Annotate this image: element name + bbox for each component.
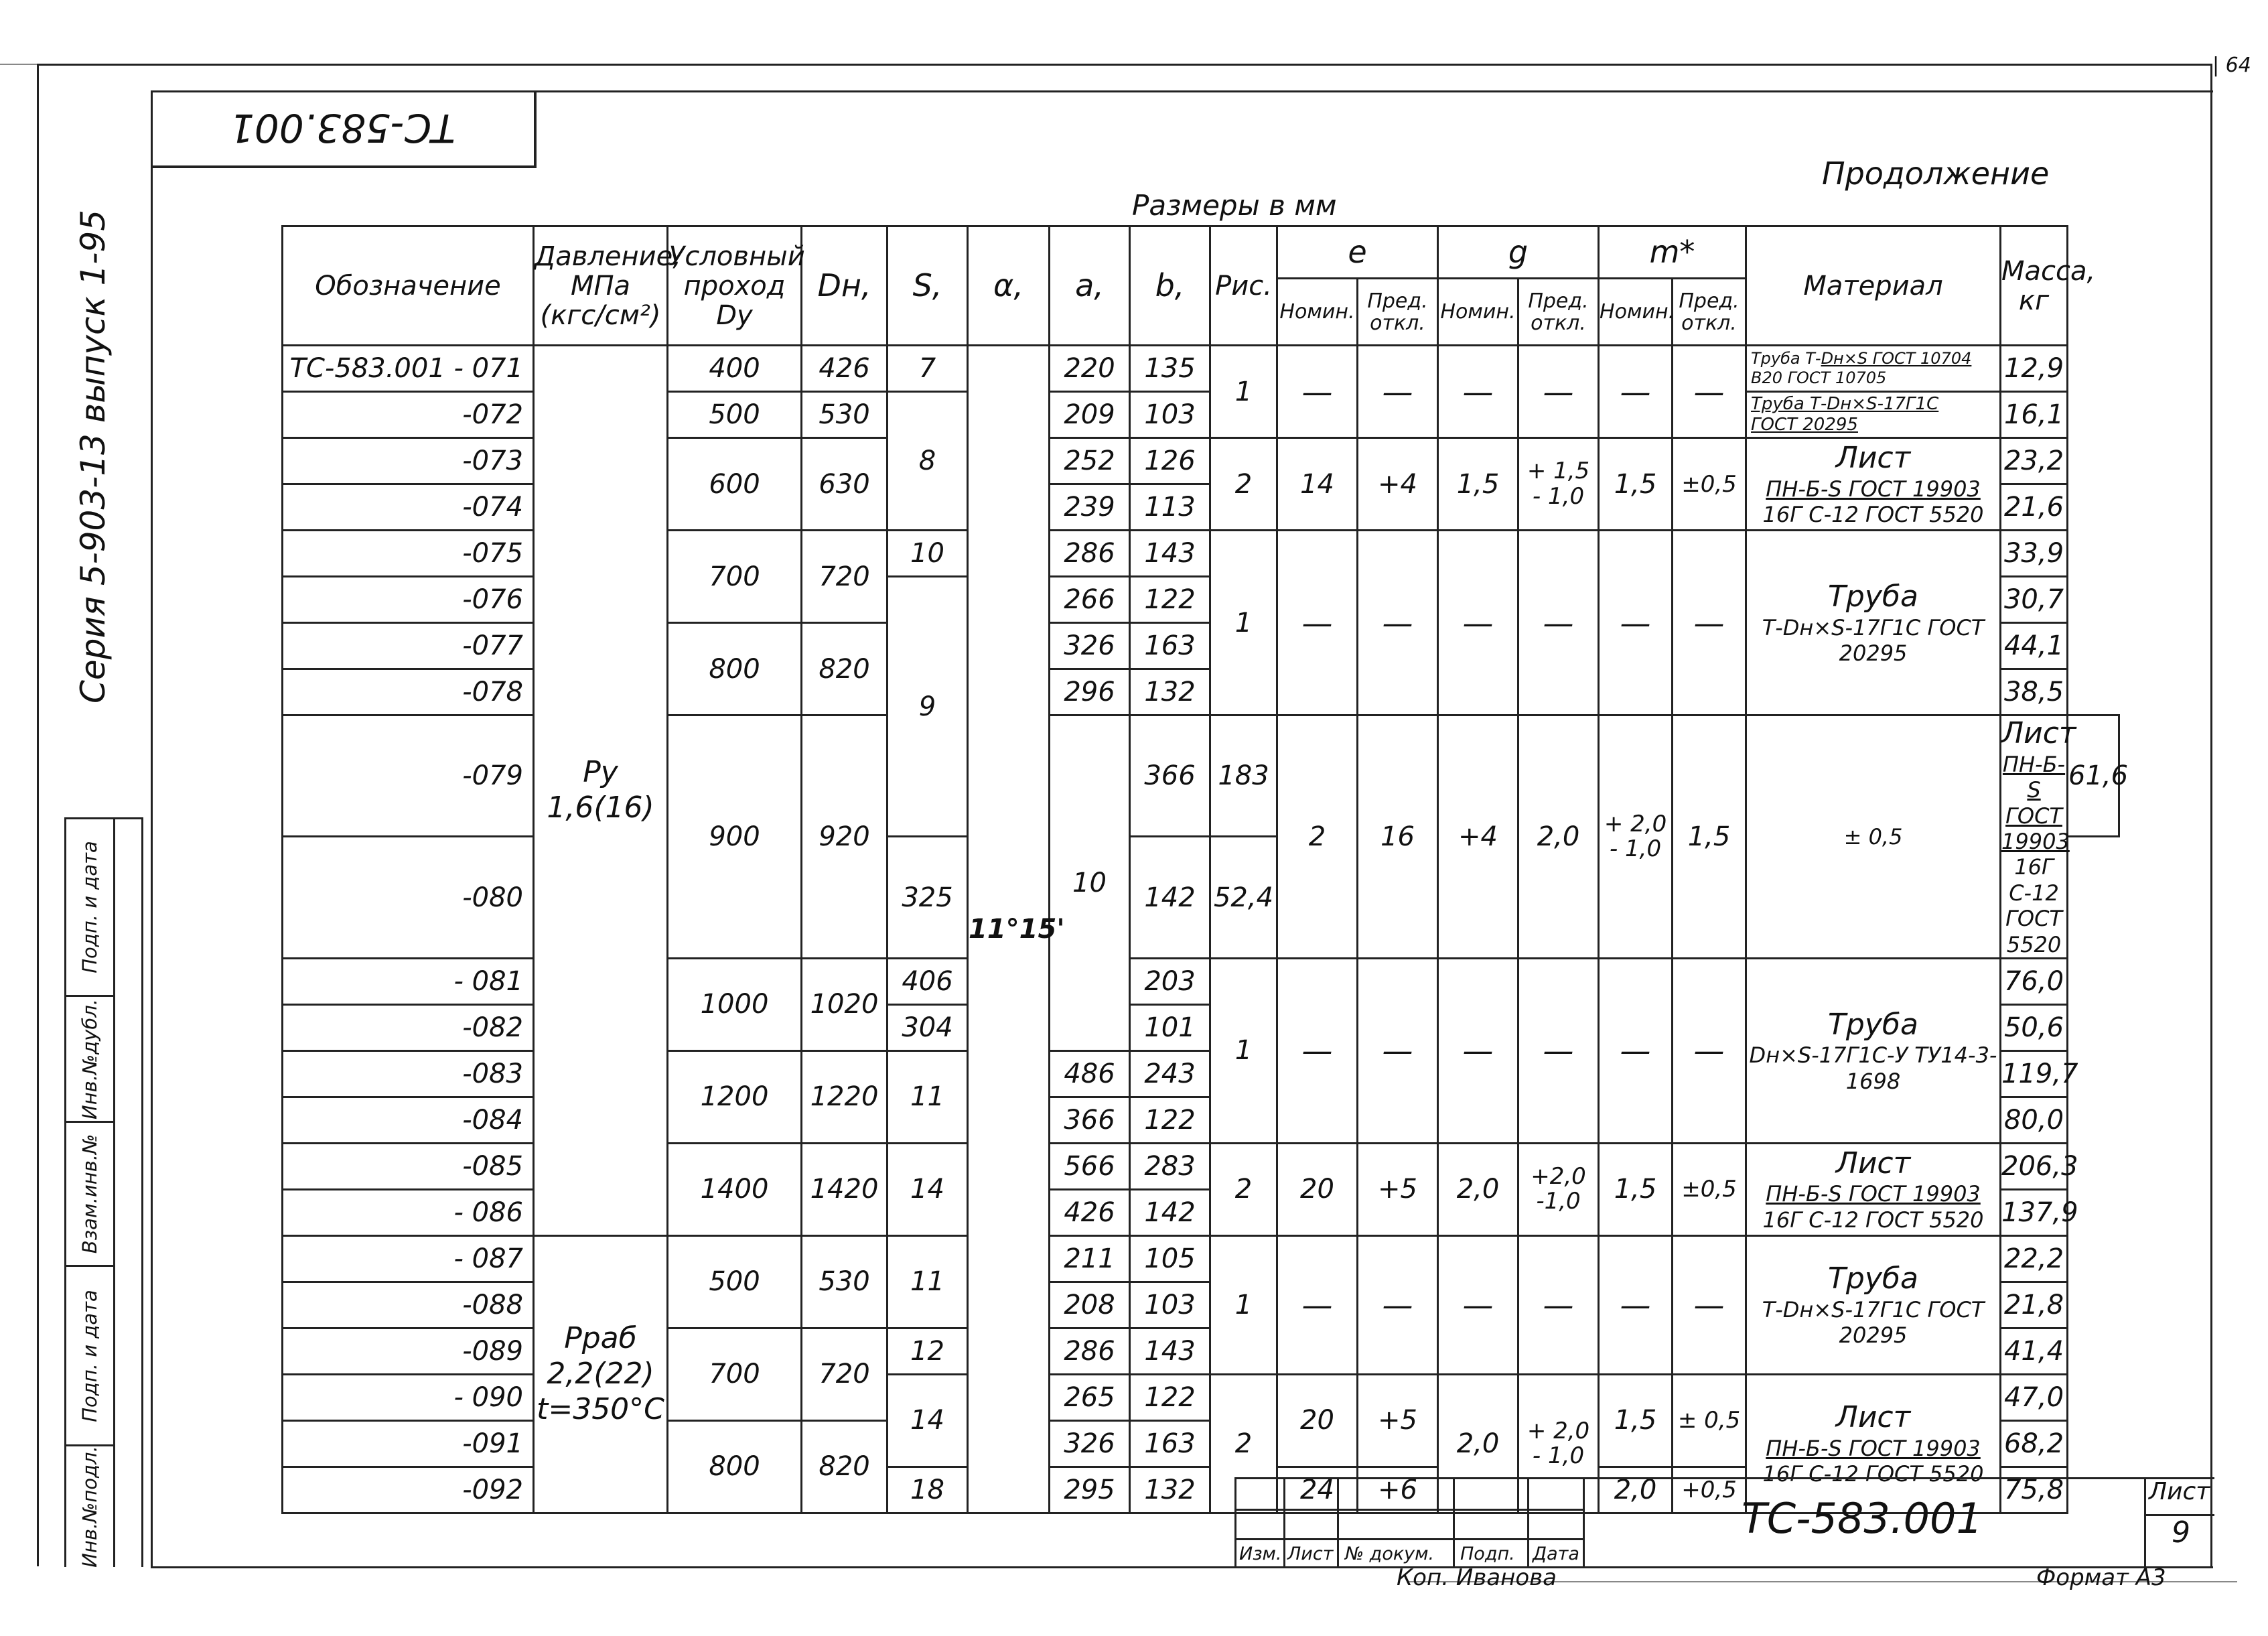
e-nom-cell: —: [1277, 1235, 1358, 1374]
material-cell: Лист ПН-Б-S ГОСТ 19903 16Г С-12 ГОСТ 5520: [1746, 1143, 2001, 1235]
fig-cell: 2: [1277, 715, 1358, 959]
designation-cell: -091: [283, 1420, 534, 1467]
e-nom-cell: 20: [1277, 1374, 1358, 1467]
designation-cell: -083: [283, 1050, 534, 1097]
a-cell: 265: [1050, 1374, 1130, 1420]
m-dev-cell: ± 0,5: [1746, 715, 2001, 959]
b-cell: 101: [1130, 1004, 1210, 1050]
a-cell: 366: [1050, 1097, 1130, 1143]
title-block-line: [1236, 1509, 1583, 1511]
designation-cell: -079: [283, 715, 534, 837]
sheet-number: 9: [2172, 1515, 2190, 1550]
header-m: m*: [1599, 226, 1746, 279]
s-cell: 12: [888, 1328, 968, 1374]
mass-cell: 52,4: [1210, 837, 1277, 958]
e-nom-cell: 24: [1277, 1467, 1358, 1513]
b-cell: 143: [1130, 531, 1210, 577]
tb-label-sign: Подп.: [1460, 1544, 1515, 1564]
b-cell: 143: [1130, 1328, 1210, 1374]
material-cell: Лист ПН-Б-S ГОСТ 19903 16Г С-12 ГОСТ 5520: [2001, 716, 2076, 957]
a-cell: 366: [1130, 715, 1210, 837]
a-cell: 486: [1050, 1050, 1130, 1097]
material-cell: Лист ПН-Б-S ГОСТ 19903 16Г С-12 ГОСТ 5520: [1746, 1374, 2001, 1513]
b-cell: 163: [1130, 623, 1210, 669]
mass-cell: 12,9: [2001, 346, 2068, 392]
m-dev-cell: ±0,5: [1673, 438, 1746, 531]
m-dev-cell: —: [1673, 531, 1746, 715]
b-cell: 126: [1130, 438, 1210, 484]
e-nom-cell: 20: [1277, 1143, 1358, 1235]
material-cell: Труба Т-Dн×S-17Г1С ГОСТ 20295: [1746, 392, 2001, 438]
header-pressure: Давление, МПа (кгс/см²): [534, 226, 668, 346]
m-nom-cell: —: [1599, 346, 1673, 438]
m-dev-cell: —: [1673, 958, 1746, 1143]
fig-cell: 1: [1210, 346, 1277, 438]
s-cell: 14: [888, 1143, 968, 1235]
b-cell: 283: [1130, 1143, 1210, 1189]
e-dev-cell: +4: [1438, 715, 1518, 959]
e-dev-cell: —: [1358, 346, 1438, 438]
dn-cell: 1220: [802, 1050, 888, 1143]
designation-cell: - 086: [283, 1189, 534, 1235]
b-cell: 163: [1130, 1420, 1210, 1467]
dy-cell: 800: [668, 623, 802, 715]
designation-cell: -088: [283, 1282, 534, 1328]
dn-cell: 920: [802, 715, 888, 959]
dy-cell: 700: [668, 1328, 802, 1420]
header-e-dev: Пред. откл.: [1358, 279, 1438, 346]
a-cell: 266: [1050, 577, 1130, 623]
dn-cell: 820: [802, 623, 888, 715]
designation-cell: -073: [283, 438, 534, 484]
top-code-box: [151, 90, 537, 168]
a-cell: 304: [888, 1004, 968, 1050]
e-nom-cell: 16: [1358, 715, 1438, 959]
mass-cell: 119,7: [2001, 1050, 2068, 1097]
g-dev-cell: + 2,0 - 1,0: [1599, 715, 1673, 959]
s-cell: 14: [888, 1374, 968, 1467]
header-g: g: [1438, 226, 1599, 279]
material-cell: Лист ПН-Б-S ГОСТ 19903 16Г С-12 ГОСТ 5520: [1746, 438, 2001, 531]
header-b: b,: [1130, 226, 1210, 346]
dn-cell: 1020: [802, 958, 888, 1050]
fig-cell: 1: [1210, 1235, 1277, 1374]
material-cell: Труба Т-Dн×S-17Г1С ГОСТ 20295: [1746, 1235, 2001, 1374]
a-cell: 286: [1050, 1328, 1130, 1374]
e-dev-cell: —: [1358, 958, 1438, 1143]
mass-cell: 75,8: [2001, 1467, 2068, 1513]
mass-cell: 61,6: [2068, 715, 2119, 837]
e-dev-cell: +6: [1358, 1467, 1438, 1513]
a-cell: 239: [1050, 484, 1130, 531]
b-cell: 122: [1130, 1097, 1210, 1143]
a-cell: 296: [1050, 669, 1130, 715]
designation-cell: -084: [283, 1097, 534, 1143]
header-designation: Обозначение: [283, 226, 534, 346]
b-cell: 132: [1130, 669, 1210, 715]
a-cell: 208: [1050, 1282, 1130, 1328]
header-material: Материал: [1746, 226, 2001, 346]
strip-cell-sign-date-2: Подп. и дата: [66, 819, 115, 997]
header-g-nom: Номин.: [1438, 279, 1518, 346]
fig-cell: 2: [1210, 1374, 1277, 1513]
b-cell: 142: [1130, 1189, 1210, 1235]
dy-cell: 1400: [668, 1143, 802, 1235]
designation-cell: -076: [283, 577, 534, 623]
a-cell: 295: [1050, 1467, 1130, 1513]
title-block-line: [1453, 1479, 1455, 1568]
e-nom-cell: —: [1277, 958, 1358, 1143]
series-label: Серия 5-903-13 выпуск 1-95: [74, 209, 113, 703]
mass-cell: 47,0: [2001, 1374, 2068, 1420]
b-cell: 103: [1130, 1282, 1210, 1328]
m-dev-cell: —: [1673, 346, 1746, 438]
m-dev-cell: +0,5: [1673, 1467, 1746, 1513]
fig-cell: 1: [1210, 531, 1277, 715]
title-block: [1234, 1477, 2214, 1568]
dy-cell: 1200: [668, 1050, 802, 1143]
dn-cell: 720: [802, 531, 888, 623]
designation-cell: -072: [283, 392, 534, 438]
pressure-cell: Рраб 2,2(22) t=350°C: [534, 1235, 668, 1513]
a-cell: 326: [1050, 623, 1130, 669]
designation-cell: -085: [283, 1143, 534, 1189]
corner-number: | 64: [2212, 54, 2251, 77]
dy-cell: 600: [668, 438, 802, 531]
header-e-nom: Номин.: [1277, 279, 1358, 346]
b-cell: 243: [1130, 1050, 1210, 1097]
e-nom-cell: —: [1277, 531, 1358, 715]
designation-cell: -074: [283, 484, 534, 531]
a-cell: 406: [888, 958, 968, 1004]
designation-cell: -077: [283, 623, 534, 669]
s-cell: 10: [888, 531, 968, 577]
header-m-nom: Номин.: [1599, 279, 1673, 346]
a-cell: 209: [1050, 392, 1130, 438]
title-block-line: [2144, 1479, 2146, 1568]
m-dev-cell: ± 0,5: [1673, 1374, 1746, 1467]
a-cell: 326: [1050, 1420, 1130, 1467]
a-cell: 220: [1050, 346, 1130, 392]
strip-cell-dup-inv: Инв.№дубл.: [66, 997, 115, 1123]
header-alpha: α,: [968, 226, 1050, 346]
mass-cell: 41,4: [2001, 1328, 2068, 1374]
g-dev-cell: —: [1518, 531, 1599, 715]
g-nom-cell: 2,0: [1518, 715, 1599, 959]
top-code: ТС-583.001: [229, 105, 455, 151]
e-dev-cell: —: [1358, 1235, 1438, 1374]
dy-cell: 500: [668, 392, 802, 438]
dn-cell: 720: [802, 1328, 888, 1420]
doc-code: ТС-583.001: [1742, 1494, 1983, 1543]
g-nom-cell: 2,0: [1438, 1374, 1518, 1513]
tb-label-change: Изм.: [1239, 1544, 1282, 1564]
m-nom-cell: 1,5: [1599, 1374, 1673, 1467]
designation-cell: -082: [283, 1004, 534, 1050]
b-cell: 132: [1130, 1467, 1210, 1513]
fig-cell: 2: [1210, 1143, 1277, 1235]
m-dev-cell: ±0,5: [1673, 1143, 1746, 1235]
header-fig: Рис.: [1210, 226, 1277, 346]
dn-cell: 530: [802, 392, 888, 438]
mass-cell: 16,1: [2001, 392, 2068, 438]
left-stamp-strip: [64, 817, 143, 1567]
mass-cell: 21,8: [2001, 1282, 2068, 1328]
tb-label-sheet: Лист: [1287, 1544, 1334, 1564]
designation-cell: -089: [283, 1328, 534, 1374]
g-nom-cell: —: [1438, 531, 1518, 715]
m-nom-cell: —: [1599, 531, 1673, 715]
mass-cell: 76,0: [2001, 958, 2068, 1004]
header-g-dev: Пред. откл.: [1518, 279, 1599, 346]
mass-cell: 50,6: [2001, 1004, 2068, 1050]
designation-cell: - 087: [283, 1235, 534, 1282]
designation-cell: - 081: [283, 958, 534, 1004]
strip-cell-sign-date: Подп. и дата: [66, 1267, 115, 1446]
header-a: a,: [1050, 226, 1130, 346]
a-cell: 426: [1050, 1189, 1130, 1235]
material-cell: Труба Dн×S-17Г1С-У ТУ14-3-1698: [1746, 958, 2001, 1143]
dy-cell: 800: [668, 1420, 802, 1513]
mass-cell: 23,2: [2001, 438, 2068, 484]
b-cell: 135: [1130, 346, 1210, 392]
designation-cell: -075: [283, 531, 534, 577]
e-dev-cell: +4: [1358, 438, 1438, 531]
b-cell: 113: [1130, 484, 1210, 531]
a-cell: 286: [1050, 531, 1130, 577]
a-cell: 325: [888, 837, 968, 958]
designation-cell: -092: [283, 1467, 534, 1513]
mass-cell: 44,1: [2001, 623, 2068, 669]
mass-cell: 206,3: [2001, 1143, 2068, 1189]
header-nominal-bore: Условный проход Dy: [668, 226, 802, 346]
dn-cell: 426: [802, 346, 888, 392]
mass-cell: 38,5: [2001, 669, 2068, 715]
material-cell: Труба Т-Dн×S ГОСТ 10704 В20 ГОСТ 10705: [1746, 346, 2001, 392]
g-dev-cell: + 1,5 - 1,0: [1518, 438, 1599, 531]
table-row: [283, 1235, 2119, 1282]
g-nom-cell: —: [1438, 958, 1518, 1143]
header-mass: Масса, кг: [2001, 226, 2068, 346]
g-nom-cell: 2,0: [1438, 1143, 1518, 1235]
b-cell: 142: [1130, 837, 1210, 958]
header-dn: Dн,: [802, 226, 888, 346]
g-dev-cell: —: [1518, 346, 1599, 438]
s-cell: 11: [888, 1050, 968, 1143]
sizes-label: Размеры в мм: [1132, 189, 1337, 222]
b-cell: 122: [1130, 577, 1210, 623]
g-dev-cell: —: [1518, 1235, 1599, 1374]
dn-cell: 1420: [802, 1143, 888, 1235]
fig-cell: 2: [1210, 438, 1277, 531]
continue-label: Продолжение: [1822, 155, 2050, 192]
designation-cell: -078: [283, 669, 534, 715]
g-nom-cell: —: [1438, 346, 1518, 438]
dimensions-table: [281, 225, 2129, 1514]
a-cell: 252: [1050, 438, 1130, 484]
strip-cell-orig-inv: Инв.№подл.: [66, 1446, 115, 1567]
mass-cell: 22,2: [2001, 1235, 2068, 1282]
title-block-line: [1283, 1479, 1285, 1568]
mass-cell: 33,9: [2001, 531, 2068, 577]
m-nom-cell: 1,5: [1599, 1143, 1673, 1235]
dy-cell: 400: [668, 346, 802, 392]
m-nom-cell: —: [1599, 958, 1673, 1143]
mass-cell: 68,2: [2001, 1420, 2068, 1467]
e-dev-cell: —: [1358, 531, 1438, 715]
designation-cell: - 090: [283, 1374, 534, 1420]
header-s: S,: [888, 226, 968, 346]
b-cell: 203: [1130, 958, 1210, 1004]
b-cell: 103: [1130, 392, 1210, 438]
dn-cell: 630: [802, 438, 888, 531]
s-cell: 7: [888, 346, 968, 392]
b-cell: 122: [1130, 1374, 1210, 1420]
m-nom-cell: —: [1599, 1235, 1673, 1374]
mass-cell: 80,0: [2001, 1097, 2068, 1143]
title-block-line: [1337, 1479, 1339, 1568]
title-block-line: [1527, 1479, 1529, 1568]
e-dev-cell: +5: [1358, 1374, 1438, 1467]
header-m-dev: Пред. откл.: [1673, 279, 1746, 346]
mass-cell: 137,9: [2001, 1189, 2068, 1235]
tb-label-date: Дата: [1533, 1544, 1579, 1564]
strip-cell-replace-inv: Взам.инв.№: [66, 1123, 115, 1267]
dy-cell: 500: [668, 1235, 802, 1328]
s-cell: 10: [1050, 715, 1130, 1051]
designation-cell: ТС-583.001 - 071: [283, 346, 534, 392]
table-row: [283, 346, 2119, 392]
dy-cell: 700: [668, 531, 802, 623]
title-block-line: [1583, 1479, 1585, 1568]
a-cell: 566: [1050, 1143, 1130, 1189]
material-cell: Труба Т-Dн×S-17Г1С ГОСТ 20295: [1746, 531, 2001, 715]
title-block-line: [1236, 1538, 1583, 1540]
e-nom-cell: —: [1277, 346, 1358, 438]
s-cell: 9: [888, 577, 968, 837]
dn-cell: 820: [802, 1420, 888, 1513]
b-cell: 183: [1210, 715, 1277, 837]
m-nom-cell: 1,5: [1599, 438, 1673, 531]
s-cell: 8: [888, 392, 968, 531]
b-cell: 105: [1130, 1235, 1210, 1282]
e-nom-cell: 14: [1277, 438, 1358, 531]
a-cell: 211: [1050, 1235, 1130, 1282]
fig-cell: 1: [1210, 958, 1277, 1143]
alpha-cell: 11°15': [968, 346, 1050, 1513]
mass-cell: 21,6: [2001, 484, 2068, 531]
g-dev-cell: —: [1518, 958, 1599, 1143]
dy-cell: 900: [668, 715, 802, 959]
tb-label-doc: № докум.: [1345, 1544, 1435, 1564]
header-e: e: [1277, 226, 1438, 279]
m-dev-cell: —: [1673, 1235, 1746, 1374]
e-dev-cell: +5: [1358, 1143, 1438, 1235]
s-cell: 11: [888, 1235, 968, 1328]
designation-cell: -080: [283, 837, 534, 958]
copied-by: Коп. Иванова: [1397, 1564, 1557, 1591]
pressure-cell: Py 1,6(16): [534, 346, 668, 1236]
dn-cell: 530: [802, 1235, 888, 1328]
format-label: Формат А3: [2036, 1564, 2166, 1591]
dy-cell: 1000: [668, 958, 802, 1050]
m-nom-cell: 2,0: [1599, 1467, 1673, 1513]
g-nom-cell: —: [1438, 1235, 1518, 1374]
m-nom-cell: 1,5: [1673, 715, 1746, 959]
g-nom-cell: 1,5: [1438, 438, 1518, 531]
s-cell: 18: [888, 1467, 968, 1513]
sheet-label: Лист: [2149, 1478, 2210, 1505]
g-dev-cell: +2,0 -1,0: [1518, 1143, 1599, 1235]
g-dev-cell: + 2,0 - 1,0: [1518, 1374, 1599, 1513]
mass-cell: 30,7: [2001, 577, 2068, 623]
